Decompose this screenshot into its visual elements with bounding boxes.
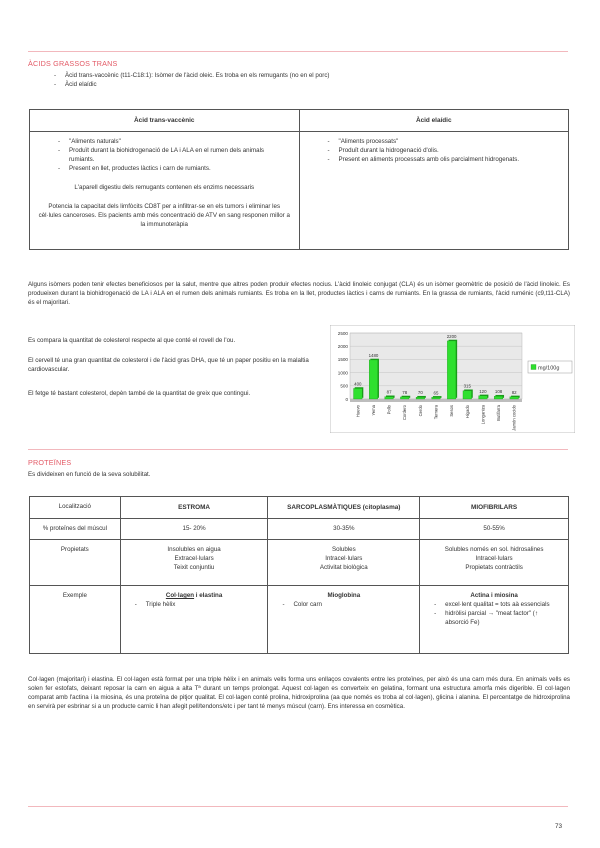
cell-line: Insolubles en aigua bbox=[167, 546, 221, 553]
y-tick-label: 2000 bbox=[337, 344, 348, 349]
table-header: ESTROMA bbox=[120, 497, 268, 519]
table-cell bbox=[420, 540, 569, 586]
bar bbox=[354, 388, 363, 399]
bar bbox=[447, 341, 456, 399]
cell-line: Intracel·lulars bbox=[325, 554, 363, 562]
table-cell bbox=[268, 540, 420, 586]
x-tick-label: Pollo bbox=[386, 405, 392, 415]
list-item: - Color carn bbox=[280, 601, 413, 610]
cell-line: Solubles només en sol. hidrosalines bbox=[444, 546, 544, 553]
chol-text-2: El cervell té una gran quantitat de colesterol i de l'àcid gras DHA, que té un paper positiu en la malaltia cardiovascular. bbox=[28, 357, 309, 373]
trans-left-list bbox=[56, 138, 291, 174]
page-number: 73 bbox=[555, 823, 563, 830]
x-tick-label: Higado bbox=[464, 405, 470, 419]
example-title bbox=[127, 592, 262, 601]
proteins-rule bbox=[28, 449, 568, 450]
y-tick-label: 2500 bbox=[337, 330, 348, 336]
row-label: Propietats bbox=[30, 540, 121, 586]
table-cell bbox=[299, 132, 569, 250]
bar-value-label: 120 bbox=[479, 388, 487, 394]
x-tick-label: Cerdo bbox=[417, 405, 423, 417]
cholesterol-chart bbox=[330, 325, 575, 433]
table-cell: 15- 20% bbox=[120, 519, 268, 540]
bar-value-label: 108 bbox=[494, 389, 503, 395]
trans-paragraph: Alguns isòmers poden tenir efectes beneficiosos per la salut, mentre que altres poden produir efectes nocius. L'àcid linoleic conjugat (CLA) és un isòmer geomètric de posició de l'àcid linoleic. Es produeixen durant la biohidrogenació de LA i ALA en el rumen dels animals rumiants. Es troba en la llet, productes làctics i carns de rumiants. En la grassa de rumiants, l'àcid ruménic (c9,t11-CLA) és el majoritari. bbox=[28, 281, 570, 306]
x-tick-label: Ternera bbox=[433, 405, 439, 420]
proteins-table bbox=[29, 496, 569, 654]
example-title: Actina i miosina bbox=[470, 592, 518, 599]
list-item: - Produït durant la biohidrogenació de LA i ALA en el rumen dels animals rumiants. bbox=[56, 147, 291, 165]
row-label: % proteïnes del múscul bbox=[30, 519, 121, 540]
legend-swatch bbox=[531, 365, 536, 370]
bar-value-label: 400 bbox=[354, 381, 362, 387]
bar bbox=[432, 397, 441, 399]
bar bbox=[510, 397, 519, 399]
bar bbox=[463, 391, 472, 399]
trans-right-list bbox=[326, 138, 561, 165]
list-item: - Àcid elaídic bbox=[52, 81, 552, 90]
bottom-rule bbox=[28, 806, 568, 807]
list-item: - Triple hèlix bbox=[133, 601, 262, 610]
list-item: - "Aliments naturals" bbox=[56, 138, 291, 147]
y-tick-label: 500 bbox=[340, 383, 348, 389]
trans-table bbox=[29, 109, 569, 250]
y-tick-label: 1000 bbox=[337, 370, 348, 376]
chol-text-3: El fetge té bastant colesterol, depèn també de la quantitat de greix que contingui. bbox=[28, 390, 251, 397]
list-item: - excel·lent qualitat = tots aà essencials bbox=[432, 601, 562, 610]
list-item: - Produït durant la hidrogenació d'olis. bbox=[326, 147, 561, 156]
x-tick-label: Cordero bbox=[402, 405, 408, 421]
x-tick-label: Longaniza bbox=[480, 405, 486, 425]
bar-value-label: 315 bbox=[463, 383, 471, 389]
bar-value-label: 2200 bbox=[446, 333, 457, 339]
trans-bullets bbox=[52, 72, 552, 90]
cell-line: Solubles bbox=[331, 546, 356, 553]
y-tick-label: 1500 bbox=[337, 357, 348, 363]
legend-label: mg/100g bbox=[538, 365, 560, 372]
x-tick-label: Butifarra bbox=[496, 405, 502, 421]
bar-value-label: 70 bbox=[417, 390, 423, 396]
top-rule bbox=[28, 51, 568, 52]
x-tick-label: Yema bbox=[370, 405, 376, 416]
table-cell: 50-55% bbox=[420, 519, 569, 540]
section-title-trans: ÀCIDS GRASSOS TRANS bbox=[28, 59, 118, 68]
list-item: - Present en llet, productes làctics i carn de rumiants. bbox=[56, 165, 291, 174]
x-tick-label: Huevo bbox=[355, 405, 361, 418]
cell-line: Propietats contràctils bbox=[465, 563, 523, 571]
x-tick-label: Sesos bbox=[449, 405, 455, 417]
list-item: - hidròlisi parcial → "meat factor" (↑ absorció Fe) bbox=[432, 610, 562, 628]
bar bbox=[369, 360, 378, 399]
example-title-rest: i elastina bbox=[194, 592, 223, 599]
row-label: Exemple bbox=[30, 586, 121, 654]
table-header: Àcid elaídic bbox=[299, 110, 569, 132]
section-title-proteins: PROTEÏNES bbox=[28, 458, 72, 467]
table-header: Localització bbox=[30, 497, 121, 519]
bar bbox=[479, 396, 488, 399]
table-cell: 30-35% bbox=[268, 519, 420, 540]
trans-left-text1: L'aparell digestiu dels remugants contenen els enzims necessaris bbox=[74, 183, 255, 191]
bar bbox=[385, 397, 394, 399]
table-cell bbox=[120, 540, 268, 586]
plot-floor bbox=[350, 399, 522, 402]
proteins-subtitle: Es divideixen en funció de la seva solubilitat. bbox=[28, 471, 151, 478]
example-list bbox=[432, 601, 562, 628]
cell-line: Teixit conjuntiu bbox=[173, 563, 215, 571]
table-header: Àcid trans-vaccènic bbox=[30, 110, 300, 132]
bar-value-label: 78 bbox=[402, 389, 408, 395]
list-item: - Present en aliments processats amb olis parcialment hidrogenats. bbox=[326, 156, 561, 165]
bar-value-label: 1480 bbox=[368, 352, 379, 358]
proteins-paragraph: Col·lagen (majoritari) i elastina. El col·lagen està format per una triple hèlix i en animals vells forma uns enllaços covalents entre les proteïnes, per això és una carn més dura. En animals vells es solen fer estofats, deixant reposar la carn en aigua a alta Tª durant un temps prolongat. Aquest col·lagen es converteix en gelatina, formant una estructura amorfa més digerible. El col·lagen comparat amb l'actina i la miosina, és una proteïna de pitjor qualitat. El col·lagen conté prolina, hidroxiprolina (aa que només es troba al col·lagen), glicina i alanina. El percentatge de hidroxiprolina en servirà per esbrinar si a un producte carnic li han afegit pell/tendons/etc i per tant té menys múscul (carn). Ens interessa en cosmètica. bbox=[28, 676, 570, 710]
x-tick-label: Jamón cocido bbox=[511, 405, 517, 431]
example-list bbox=[133, 601, 262, 610]
list-item: - "Aliments processats" bbox=[326, 138, 561, 147]
table-cell bbox=[30, 132, 300, 250]
trans-left-text2: Potencia la capacitat dels limfòcits CD8T per a infiltrar-se en els tumors i eliminar les cèl·lules canceroses. Els pacients amb més concentració de ATV en sang responen millor a la immunoteràpia bbox=[38, 202, 290, 228]
bar bbox=[400, 397, 409, 399]
chol-text-1: Es compara la quantitat de colesterol respecte al que conté el rovell de l'ou. bbox=[28, 337, 236, 344]
chart-legend bbox=[528, 361, 572, 373]
bar-value-label: 87 bbox=[386, 389, 392, 395]
bar-value-label: 65 bbox=[433, 390, 439, 396]
table-cell bbox=[120, 586, 268, 654]
cell-line: Activitat biològica bbox=[319, 563, 368, 571]
example-title: Mioglobina bbox=[327, 592, 361, 599]
bar bbox=[416, 397, 425, 399]
example-title-underlined: Col·lagen bbox=[165, 592, 195, 599]
table-header: SARCOPLASMÀTIQUES (citoplasma) bbox=[268, 497, 420, 519]
cell-line: Intracel·lulars bbox=[475, 554, 513, 562]
bar bbox=[494, 396, 503, 399]
table-header: MIOFIBRILARS bbox=[420, 497, 569, 519]
list-item: - Àcid trans-vaccènic (t11-C18:1): Isòmer de l'àcid oleic. Es troba en els remugants (no en el porc) bbox=[52, 72, 552, 81]
cell-line: Extracel·lulars bbox=[174, 554, 214, 562]
table-cell bbox=[420, 586, 569, 654]
bar-value-label: 82 bbox=[511, 389, 517, 395]
example-list bbox=[280, 601, 413, 610]
y-tick-label: 0 bbox=[345, 396, 348, 402]
table-cell bbox=[268, 586, 420, 654]
